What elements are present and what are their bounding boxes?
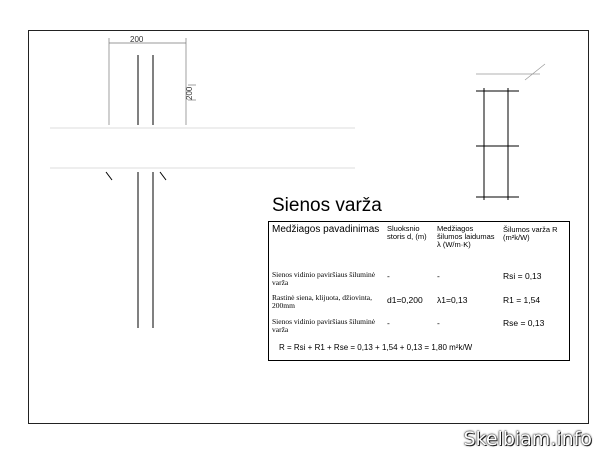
row-resistance: R1 = 1,54 bbox=[503, 295, 541, 305]
row-thickness: d1=0,200 bbox=[387, 295, 423, 305]
row-name: Rastinė siena, klijuota, džiovinta, 200mm bbox=[272, 293, 372, 310]
right-dimension bbox=[476, 64, 545, 80]
thermal-resistance-table bbox=[268, 221, 570, 361]
header-thickness: Sluoksnio storis d, (m) bbox=[387, 224, 427, 241]
header-conductivity: Medžiagos šilumos laidumas λ (W/m·K) bbox=[437, 224, 495, 249]
wall-section-right bbox=[476, 88, 519, 200]
row-thickness: - bbox=[387, 271, 390, 281]
page-title: Sienos varža bbox=[272, 195, 382, 216]
header-resistance: Šilumos varža R (m²k/W) bbox=[503, 225, 558, 242]
dim-side-label: 200 bbox=[185, 86, 194, 100]
row-conductivity: - bbox=[437, 318, 440, 328]
header-name: Medžiagos pavadinimas bbox=[272, 224, 380, 235]
row-name: Sienos vidinio paviršiaus šiluminė varža bbox=[272, 317, 376, 334]
section-band bbox=[50, 128, 355, 168]
site-watermark: Skelbiam.info bbox=[463, 428, 592, 450]
wall-section-left-bottom bbox=[106, 172, 166, 328]
row-conductivity: - bbox=[437, 271, 440, 281]
row-thickness: - bbox=[387, 318, 390, 328]
row-resistance: Rsi = 0,13 bbox=[503, 271, 542, 281]
total-resistance-formula: R = Rsi + R1 + Rse = 0,13 + 1,54 + 0,13 = 1,80 m²k/W bbox=[279, 343, 473, 352]
row-name: Sienos vidinio paviršiaus šiluminė varža bbox=[272, 270, 376, 287]
dim-top-label: 200 bbox=[130, 35, 144, 44]
row-resistance: Rse = 0,13 bbox=[503, 318, 545, 328]
row-conductivity: λ1=0,13 bbox=[437, 295, 468, 305]
wall-section-left-top bbox=[138, 55, 153, 125]
